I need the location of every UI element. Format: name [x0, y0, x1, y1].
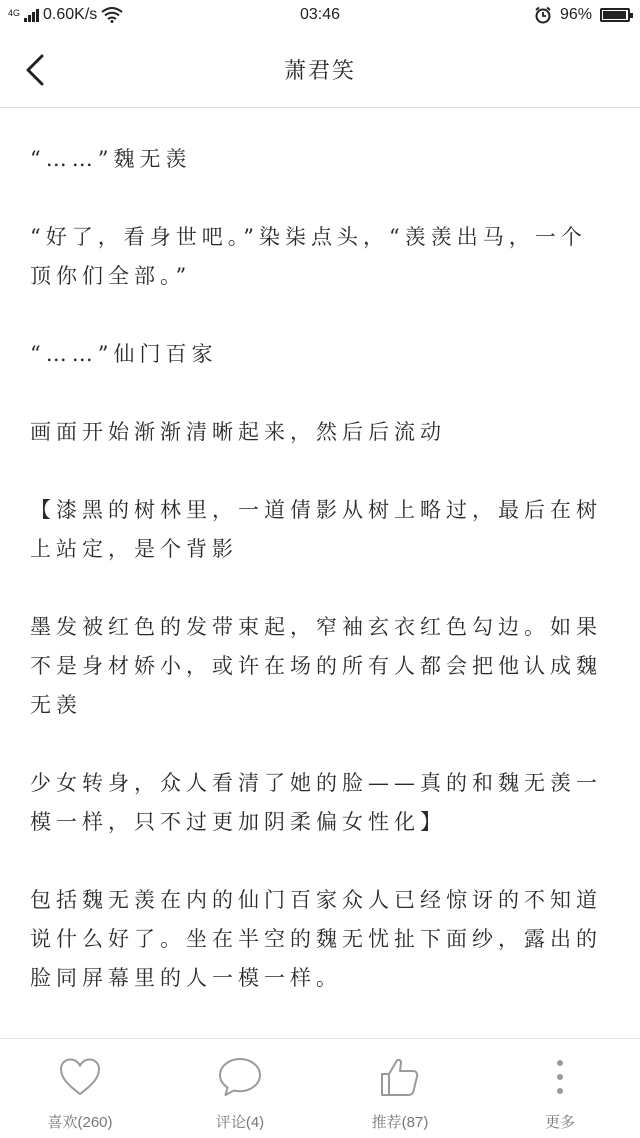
network-speed: 0.60K/s	[43, 6, 98, 23]
comment-label: 评论(4)	[215, 1114, 265, 1131]
status-time: 03:46	[299, 6, 341, 23]
reading-content	[30, 140, 610, 1037]
vertical-dots-icon	[554, 1057, 566, 1097]
recommend-label: 推荐(87)	[371, 1114, 429, 1131]
battery-level	[603, 11, 626, 19]
paragraph: “……”仙门百家	[30, 342, 218, 366]
network-type: 4G	[8, 7, 21, 18]
recommend-button[interactable]	[330, 1053, 470, 1132]
paragraph: “……”魏无羡	[30, 147, 192, 171]
heart-icon	[58, 1057, 102, 1097]
nav-bar	[0, 32, 640, 108]
status-right	[534, 6, 630, 24]
battery-icon	[600, 8, 630, 22]
bottom-action-bar	[0, 1038, 640, 1138]
paragraph: “好了，看身世吧。”染柒点头，“羡羡出马，一个顶你们全部。”	[30, 225, 587, 288]
battery-percent: 96%	[559, 6, 592, 23]
paragraph: 少女转身，众人看清了她的脸——真的和魏无羡一模一样，只不过更加阴柔偏女性化】	[30, 771, 602, 834]
comment-button[interactable]	[170, 1053, 310, 1132]
status-bar	[0, 0, 640, 32]
thumbs-up-icon	[379, 1056, 421, 1098]
more-button[interactable]	[490, 1053, 630, 1132]
like-button[interactable]	[10, 1053, 150, 1132]
paragraph: 【漆黑的树林里，一道倩影从树上略过，最后在树上站定，是个背影	[30, 498, 602, 561]
paragraph: 包括魏无羡在内的仙门百家众人已经惊讶的不知道说什么好了。坐在半空的魏无忧扯下面纱，露出的脸同屏幕里的人一模一样。	[30, 888, 602, 990]
alarm-clock-icon	[534, 6, 552, 24]
speech-bubble-icon	[217, 1056, 263, 1098]
page-title: 萧君笑	[283, 59, 356, 84]
more-label: 更多	[544, 1114, 575, 1131]
like-label: 喜欢(260)	[47, 1114, 113, 1131]
paragraph: 画面开始渐渐清晰起来，然后后流动	[30, 420, 446, 444]
paragraph: 墨发被红色的发带束起，窄袖玄衣红色勾边。如果不是身材娇小，或许在场的所有人都会把他认成魏无羡	[30, 615, 602, 717]
